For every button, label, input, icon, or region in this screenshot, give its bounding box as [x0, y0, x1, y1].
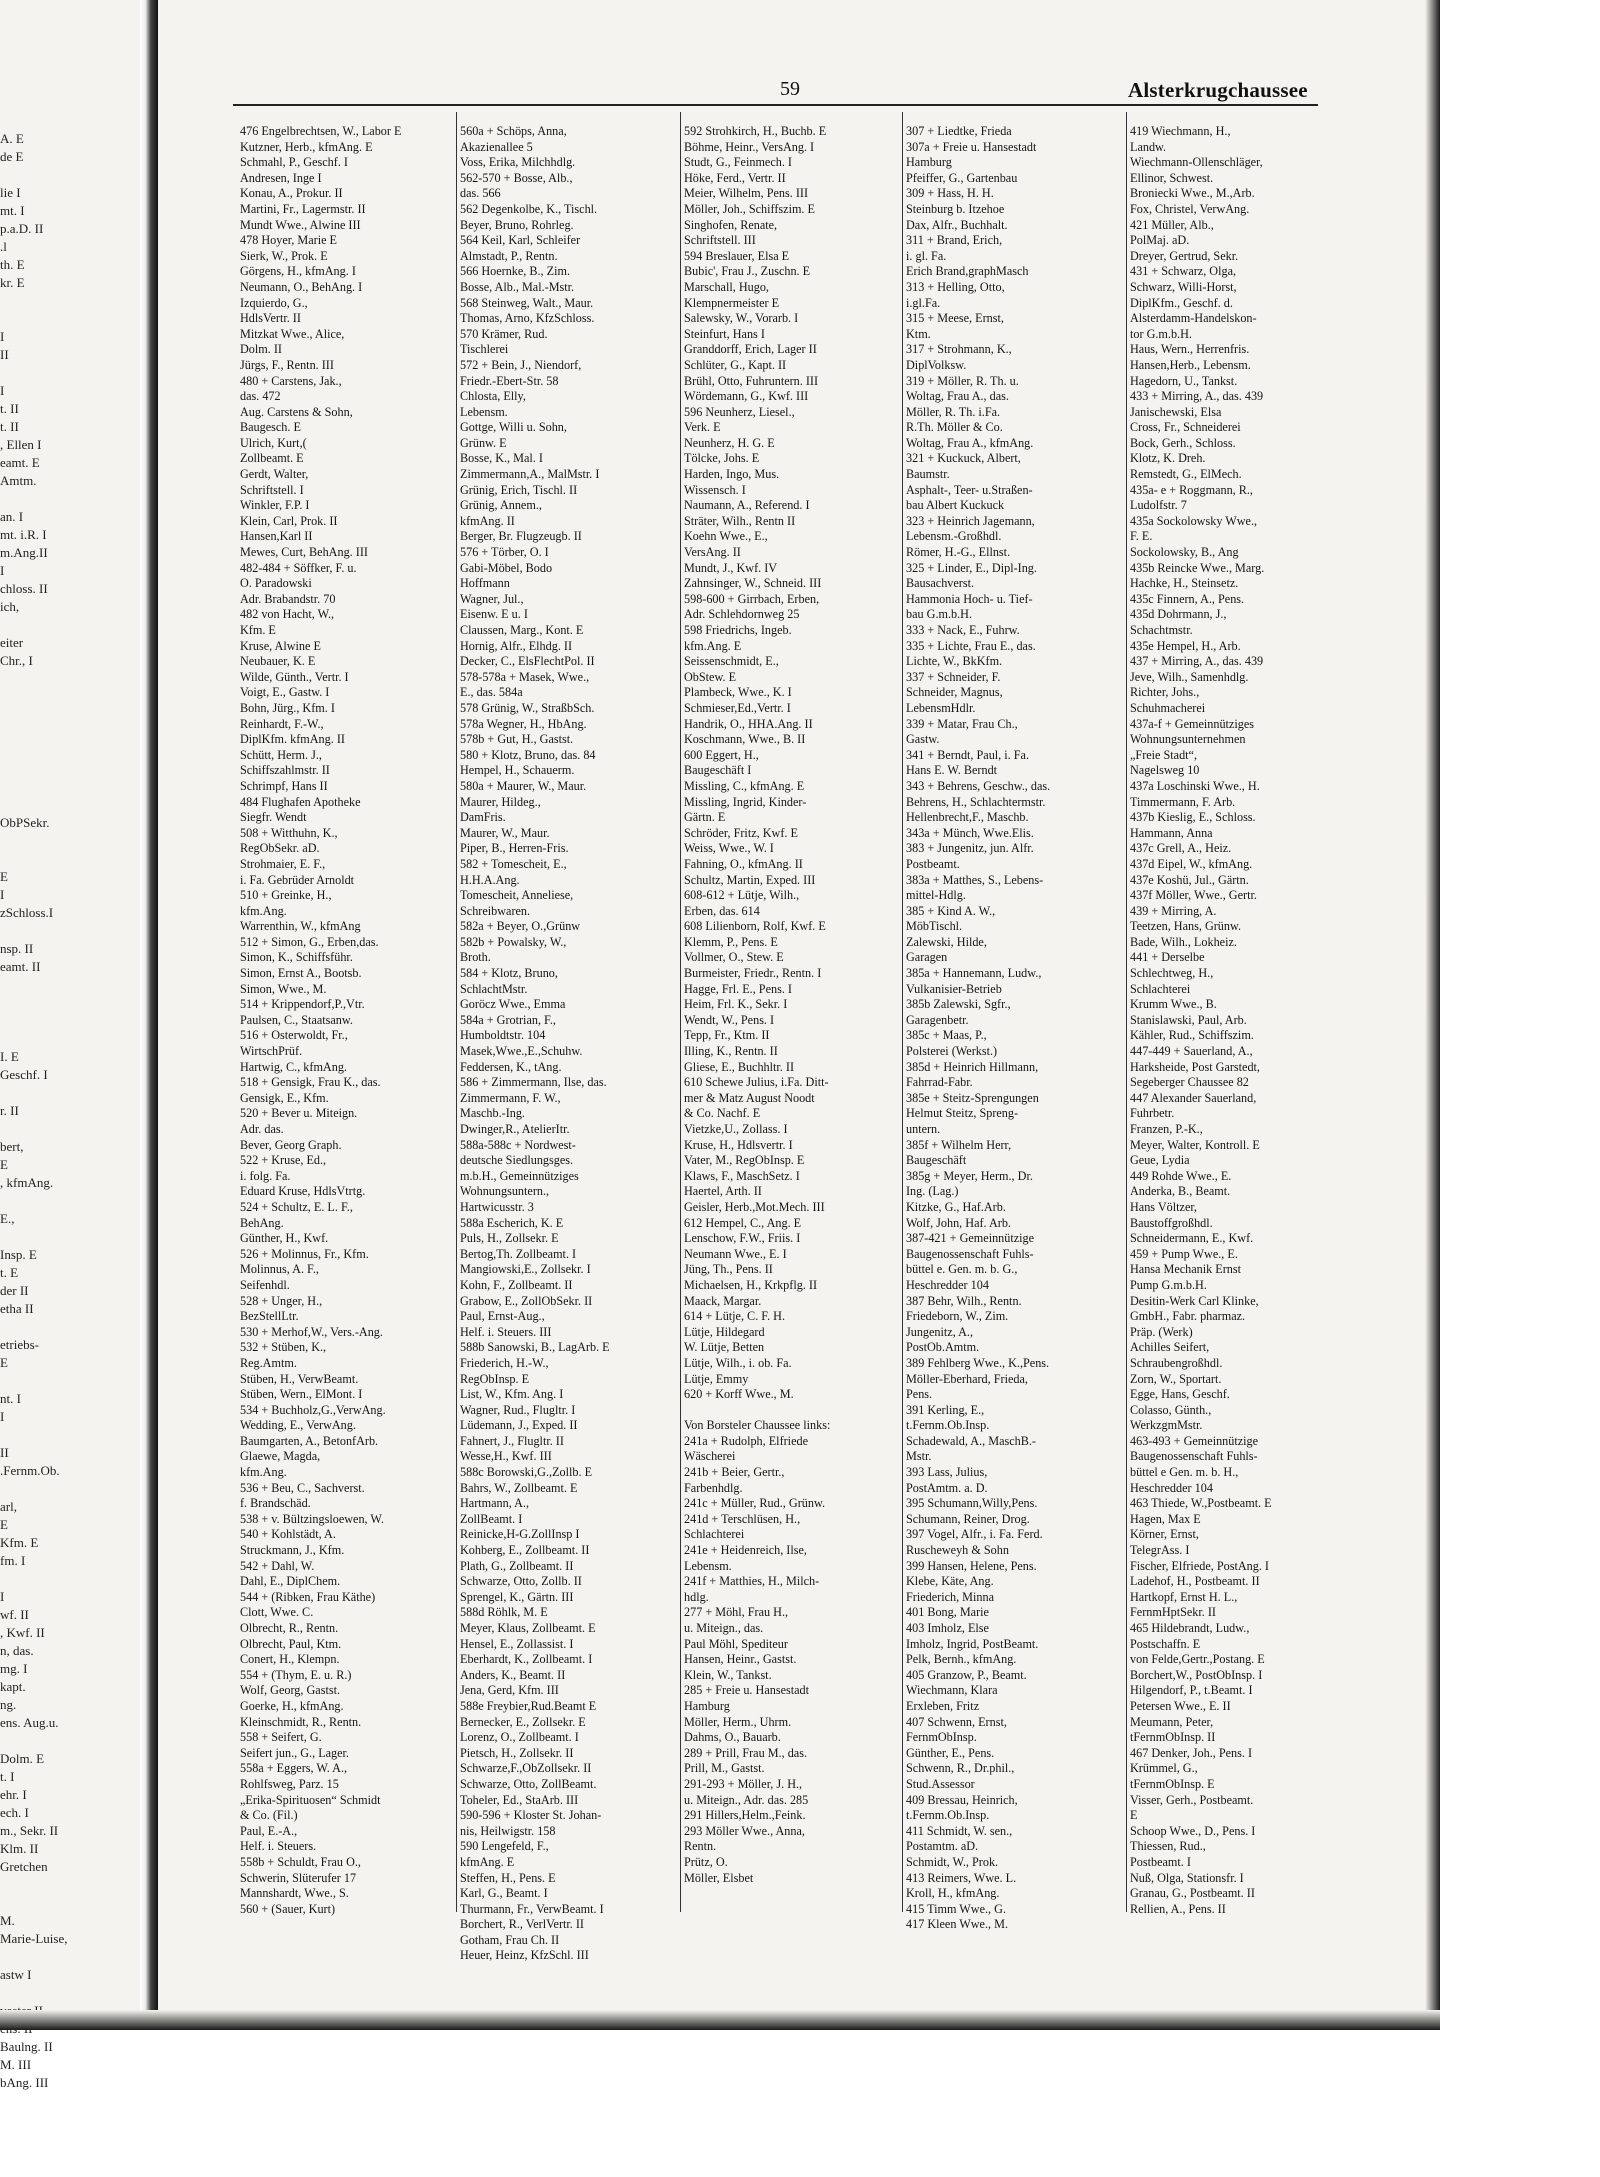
page-number: 59: [780, 78, 800, 100]
column-rule: [902, 112, 903, 1912]
previous-page-edge-text: A. E de E lie I mt. I p.a.D. II .l th. E kr. E I II I t. II t. II , Ellen I eamt. E Amtm. an. I mt. i.R. I m.Ang.II I chloss. II ich, eiter Chr., I ObPSekr. E I zSchloss.I nsp. II eamt. II I. E Geschf. I r. II bert, E , kfmAng. E., Insp. E t. E der II etha II etriebs- E nt. I I II .Fernm.Ob. arl, E Kfm. E fm. I I wf. II , Kwf. II n, das. mg. I kapt. ng. ens. Aug.u. Dolm. E t. I ehr. I ech. I m., Sekr. II Klm. II Gretchen M. Marie-Luise, astw I Baulng. II M. III bAng. III: [0, 131, 68, 2090]
scan-bottom-shadow: [0, 2010, 1440, 2030]
header-rule: [233, 104, 1318, 106]
column-rule: [456, 112, 457, 1912]
directory-column-2: 560a + Schöps, Anna, Akazienallee 5 Voss, Erika, Milchhdlg. 562-570 + Bosse, Alb., das. 566 562 Degenkolbe, K., Tischl. Beyer, Bruno, Rohrleg. 564 Keil, Karl, Schleifer Almstadt, P., Rentn. 566 Hoernke, B., Zim. Bosse, Alb., Mal.-Mstr. 568 Steinweg, Walt., Maur. Thomas, Arno, KfzSchloss. 570 Krämer, Rud. Tischlerei 572 + Bein, J., Niendorf, Friedr.-Ebert-Str. 58 Chlosta, Elly, Lebensm. Gottge, Willi u. Sohn, Grünw. E Bosse, K., Mal. I Zimmermann,A., MalMstr. I Grünig, Erich, Tischl. II Grünig, Annem., kfmAng. II Berger, Br. Flugzeugb. II 576 + Törber, O. I Gabi-Möbel, Bodo Hoffmann Wagner, Jul., Eisenw. E u. I Claussen, Marg., Kont. E Hornig, Alfr., Elhdg. II Decker, C., ElsFlechtPol. II 578-578a + Masek, Wwe., E., das. 584a 578 Grünig, W., StraßbSch. 578a Wegner, H., HbAng. 578b + Gut, H., Gastst. 580 + Klotz, Bruno, das. 84 Hempel, H., Schauerm. 580a + Maurer, W., Maur. Maurer, Hildeg., DamFris. Maurer, W., Maur. Piper, B., Herren-Fris. 582 + Tomescheit, E., H.H.A.Ang. Tomescheit, Anneliese, Schreibwaren. 582a + Beyer, O.,Grünw 582b + Powalsky, W., Broth. 584 + Klotz, Bruno, SchlachtMstr. Goröcz Wwe., Emma 584a + Grotrian, F., Humboldtstr. 104 Masek,Wwe.,E.,Schuhw. Feddersen, K., tAng. 586 + Zimmermann, Ilse, das. Zimmermann, F. W., Maschb.-Ing. Dwinger,R., AtelierItr. 588a-588c + Nordwest- deutsche Siedlungsges. m.b.H., Gemeinnütziges Wohnungsuntern., Hartwicusstr. 3 588a Escherich, K. E Puls, H., Zollsekr. E Bertog,Th. Zollbeamt. I Mangiowski,E., Zollsekr. I Kohn, F., Zollbeamt. II Grabow, E., ZollObSekr. II Paul, Ernst-Aug., Helf. i. Steuers. III 588b Sanowski, B., LagArb. E Friederich, H.-W., RegObInsp. E List, W., Kfm. Ang. I Wagner, Rud., Flugltr. I Lüdemann, J., Exped. II Fahnert, J., Flugltr. II Wesse,H., Kwf. III 588c Borowski,G.,Zollb. E Bahrs, W., Zollbeamt. E Hartmann, A., ZollBeamt. I Reinicke,H-G.ZollInsp I Kohberg, E., Zollbeamt. II Plath, G., Zollbeamt. II Schwarze, Otto, Zollb. II Sprengel, K., Gärtn. III 588d Röhlk, M. E Meyer, Klaus, Zollbeamt. E Hensel, E., Zollassist. I Eberhardt, K., Zollbeamt. I Anders, K., Beamt. II Jena, Gerd, Kfm. III 588e Freybier,Rud.Beamt E Bernecker, E., Zollsekr. E Lorenz, O., Zollbeamt. I Pietsch, H., Zollsekr. II Schwarze,F.,ObZollsekr. II Schwarze, Otto, ZollBeamt. Toheler, Ed., StaArb. III 590-596 + Kloster St. Johan- nis, Heilwigstr. 158 590 Lengefeld, F., kfmAng. E Steffen, H., Pens. E Karl, G., Beamt. I Thurmann, Fr., VerwBeamt. I Borchert, R., VerlVertr. II Gotham, Frau Ch. II Heuer, Heinz, KfzSchl. III: [460, 124, 610, 1963]
scan-edge-shadow: [1425, 0, 1440, 2030]
column-rule: [680, 112, 681, 1912]
directory-column-1: 476 Engelbrechtsen, W., Labor E Kutzner, Herb., kfmAng. E Schmahl, P., Geschf. I Andresen, Inge I Konau, A., Prokur. II Martini, Fr., Lagermstr. II Mundt Wwe., Alwine III 478 Hoyer, Marie E Sierk, W., Prok. E Görgens, H., kfmAng. I Neumann, O., BehAng. I Izquierdo, G., HdlsVertr. II Mitzkat Wwe., Alice, Dolm. II Jürgs, F., Rentn. III 480 + Carstens, Jak., das. 472 Aug. Carstens & Sohn, Baugesch. E Ulrich, Kurt,( Zollbeamt. E Gerdt, Walter, Schriftstell. I Winkler, F.P. I Klein, Carl, Prok. II Hansen,Karl II Mewes, Curt, BehAng. III 482-484 + Söffker, F. u. O. Paradowski Adr. Brabandstr. 70 482 von Hacht, W., Kfm. E Kruse, Alwine E Neubauer, K. E Wilde, Günth., Vertr. I Voigt, E., Gastw. I Bohn, Jürg., Kfm. I Reinhardt, F.-W., DiplKfm. kfmAng. II Schütt, Herm. J., Schiffszahlmstr. II Schrimpf, Hans II 484 Flughafen Apotheke Siegfr. Wendt 508 + Witthuhn, K., RegObSekr. aD. Strohmaier, E. F., i. Fa. Gebrüder Arnoldt 510 + Greinke, H., kfm.Ang. Warrenthin, W., kfmAng 512 + Simon, G., Erben,das. Simon, K., Schiffsführ. Simon, Ernst A., Bootsb. Simon, Wwe., M. 514 + Krippendorf,P.,Vtr. Paulsen, C., Staatsanw. 516 + Osterwoldt, Fr., WirtschPrüf. Hartwig, C., kfmAng. 518 + Gensigk, Frau K., das. Gensigk, E., Kfm. 520 + Bever u. Miteign. Adr. das. Bever, Georg Graph. 522 + Kruse, Ed., i. folg. Fa. Eduard Kruse, HdlsVtrtg. 524 + Schultz, E. L. F., BehAng. Günther, H., Kwf. 526 + Molinnus, Fr., Kfm. Molinnus, A. F., Seifenhdl. 528 + Unger, H., BezStellLtr. 530 + Merhof,W., Vers.-Ang. 532 + Stüben, K., Reg.Amtm. Stüben, H., VerwBeamt. Stüben, Wern., ElMont. I 534 + Buchholz,G.,VerwAng. Wedding, E., VerwAng. Baumgarten, A., BetonfArb. Glaewe, Magda, kfm.Ang. 536 + Beu, C., Sachverst. f. Brandschäd. 538 + v. Bültzingsloewen, W. 540 + Kohlstädt, A. Struckmann, J., Kfm. 542 + Dahl, W. Dahl, E., DiplChem. 544 + (Ribken, Frau Käthe) Clott, Wwe. C. Olbrecht, R., Rentn. Olbrecht, Paul, Ktm. Conert, H., Klempn. 554 + (Thym, E. u. R.) Wolf, Georg, Gastst. Goerke, H., kfmAng. Kleinschmidt, R., Rentn. 558 + Seifert, G. Seifert jun., G., Lager. 558a + Eggers, W. A., Rohlfsweg, Parz. 15 „Erika-Spirituosen“ Schmidt & Co. (Fil.) Paul, E.-A., Helf. i. Steuers. 558b + Schuldt, Frau O., Schwerin, Slüterufer 17 Mannshardt, Wwe., S. 560 + (Sauer, Kurt): [240, 124, 402, 1916]
column-rule: [1126, 112, 1127, 1912]
book-gutter: [140, 0, 158, 2030]
directory-column-4: 307 + Liedtke, Frieda 307a + Freie u. Hansestadt Hamburg Pfeiffer, G., Gartenbau 309 + Hass, H. H. Steinburg b. Itzehoe Dax, Alfr., Buchhalt. 311 + Brand, Erich, i. gl. Fa. Erich Brand,graphMasch 313 + Helling, Otto, i.gl.Fa. 315 + Meese, Ernst, Ktm. 317 + Strohmann, K., DiplVolksw. 319 + Möller, R. Th. u. Woltag, Frau A., das. Möller, R. Th. i.Fa. R.Th. Möller & Co. Woltag, Frau A., kfmAng. 321 + Kuckuck, Albert, Baumstr. Asphalt-, Teer- u.Straßen- bau Albert Kuckuck 323 + Heinrich Jagemann, Lebensm.-Großhdl. Römer, H.-G., Ellnst. 325 + Linder, E., Dipl-Ing. Bausachverst. Hammonia Hoch- u. Tief- bau G.m.b.H. 333 + Nack, E., Fuhrw. 335 + Lichte, Frau E., das. Lichte, W., BkKfm. 337 + Schneider, F. Schneider, Magnus, LebensmHdlr. 339 + Matar, Frau Ch., Gastw. 341 + Berndt, Paul, i. Fa. Hans E. W. Berndt 343 + Behrens, Geschw., das. Behrens, H., Schlachtermstr. Hellenbrecht,F., Maschb. 343a + Münch, Wwe.Elis. 383 + Jungenitz, jun. Alfr. Postbeamt. 383a + Matthes, S., Lebens- mittel-Hdlg. 385 + Kind A. W., MöbTischl. Zalewski, Hilde, Garagen 385a + Hannemann, Ludw., Vulkanisier-Betrieb 385b Zalewski, Sgfr., Garagenbetr. 385c + Maas, P., Polsterei (Werkst.) 385d + Heinrich Hillmann, Fahrrad-Fabr. 385e + Steitz-Sprengungen Helmut Steitz, Spreng- untern. 385f + Wilhelm Herr, Baugeschäft 385g + Meyer, Herm., Dr. Ing. (Lag.) Kitzke, G., Haf.Arb. Wolf, John, Haf. Arb. 387-421 + Gemeinnützige Baugenossenschaft Fuhls- büttel e. Gen. m. b. G., Heschredder 104 387 Behr, Wilh., Rentn. Friedeborn, W., Zim. Jungenitz, A., PostOb.Amtm. 389 Fehlberg Wwe., K.,Pens. Möller-Eberhard, Frieda, Pens. 391 Kerling, E., t.Fernm.Ob.Insp. Schadewald, A., MaschB.- Mstr. 393 Lass, Julius, PostAmtm. a. D. 395 Schumann,Willy,Pens. Schumann, Reiner, Drog. 397 Vogel, Alfr., i. Fa. Ferd. Ruscheweyh & Sohn 399 Hansen, Helene, Pens. Klebe, Käte, Ang. Friederich, Minna 401 Bong, Marie 403 Imholz, Else Imholz, Ingrid, PostBeamt. Pelk, Bernh., kfmAng. 405 Granzow, P., Beamt. Wiechmann, Klara Erxleben, Fritz 407 Schwenn, Ernst, FernmObInsp. Günther, E., Pens. Schwenn, R., Dr.phil., Stud.Assessor 409 Bressau, Heinrich, t.Fernm.Ob.Insp. 411 Schmidt, W. sen., Postamtm. aD. Schmidt, W., Prok. 413 Reimers, Wwe. L. Kroll, H., kfmAng. 415 Timm Wwe., G. 417 Kleen Wwe., M.: [906, 124, 1051, 1932]
running-head: Alsterkrugchaussee: [1128, 78, 1308, 102]
directory-column-3: 592 Strohkirch, H., Buchb. E Böhme, Heinr., VersAng. I Studt, G., Feinmech. I Höke, Ferd., Vertr. II Meier, Wilhelm, Pens. III Möller, Joh., Schiffszim. E Singhofen, Renate, Schriftstell. III 594 Breslauer, Elsa E Bubic', Frau J., Zuschn. E Marschall, Hugo, Klempnermeister E Salewsky, W., Vorarb. I Steinfurt, Hans I Granddorff, Erich, Lager II Schlüter, G., Kapt. II Brühl, Otto, Fuhruntern. III Wördemann, G., Kwf. III 596 Neunherz, Liesel., Verk. E Neunherz, H. G. E Tölcke, Johs. E Harden, Ingo, Mus. Wissensch. I Naumann, A., Referend. I Sträter, Wilh., Rentn II Koehn Wwe., E., VersAng. II Mundt, J., Kwf. IV Zahnsinger, W., Schneid. III 598-600 + Girrbach, Erben, Adr. Schlehdornweg 25 598 Friedrichs, Ingeb. kfm.Ang. E Seissenschmidt, E., ObStew. E Plambeck, Wwe., K. I Schmieser,Ed.,Vertr. I Handrik, O., HHA.Ang. II Koschmann, Wwe., B. II 600 Eggert, H., Baugeschäft I Missling, C., kfmAng. E Missling, Ingrid, Kinder- Gärtn. E Schröder, Fritz, Kwf. E Weiss, Wwe., W. I Fahning, O., kfmAng. II Schultz, Martin, Exped. III 608-612 + Lütje, Wilh., Erben, das. 614 608 Lilienborn, Rolf, Kwf. E Klemm, P., Pens. E Vollmer, O., Stew. E Burmeister, Friedr., Rentn. I Hagge, Frl. E., Pens. I Heim, Frl. K., Sekr. I Wendt, W., Pens. I Tepp, Fr., Ktm. II Illing, K., Rentn. II Gliese, E., Buchhltr. II 610 Schewe Julius, i.Fa. Ditt- mer & Matz August Noodt & Co. Nachf. E Vietzke,U., Zollass. I Kruse, H., Hdlsvertr. I Vater, M., RegObInsp. E Klaws, F., MaschSetz. I Haertel, Arth. II Geisler, Herb.,Mot.Mech. III 612 Hempel, C., Ang. E Lenschow, F.W., Friis. I Neumann Wwe., E. I Jüng, Th., Pens. II Michaelsen, H., Krkpflg. II Maack, Margar. 614 + Lütje, C. F. H. Lütje, Hildegard W. Lütje, Betten Lütje, Wilh., i. ob. Fa. Lütje, Emmy 620 + Korff Wwe., M. Von Borsteler Chaussee links: 241a + Rudolph, Elfriede Wäscherei 241b + Beier, Gertr., Farbenhdlg. 241c + Müller, Rud., Grünw. 241d + Terschlüsen, H., Schlachterei 241e + Heidenreich, Ilse, Lebensm. 241f + Matthies, H., Milch- hdlg. 277 + Möhl, Frau H., u. Miteign., das. Paul Möhl, Spediteur Hansen, Heinr., Gastst. Klein, W., Tankst. 285 + Freie u. Hansestadt Hamburg Möller, Herm., Uhrm. Dahms, O., Bauarb. 289 + Prill, Frau M., das. Prill, M., Gastst. 291-293 + Möller, J. H., u. Miteign., Adr. das. 285 291 Hillers,Helm.,Feink. 293 Möller Wwe., Anna, Rentn. Prütz, O. Möller, Elsbet: [684, 124, 831, 1885]
directory-column-5: 419 Wiechmann, H., Landw. Wiechmann-Ollenschläger, Ellinor, Schwest. Broniecki Wwe., M.,Arb. Fox, Christel, VerwAng. 421 Müller, Alb., PolMaj. aD. Dreyer, Gertrud, Sekr. 431 + Schwarz, Olga, Schwarz, Willi-Horst, DiplKfm., Geschf. d. Alsterdamm-Handelskon- tor G.m.b.H. Haus, Wern., Herrenfris. Hansen,Herb., Lebensm. Hagedorn, U., Tankst. 433 + Mirring, A., das. 439 Janischewski, Elsa Cross, Fr., Schneiderei Bock, Gerh., Schloss. Klotz, K. Dreh. Remstedt, G., ElMech. 435a- e + Roggmann, R., Ludolfstr. 7 435a Sockolowsky Wwe., F. E. Sockolowsky, B., Ang 435b Reincke Wwe., Marg. Hachke, H., Steinsetz. 435c Finnern, A., Pens. 435d Dohrmann, J., Schachtmstr. 435e Hempel, H., Arb. 437 + Mirring, A., das. 439 Jeve, Wilh., Samenhdlg. Richter, Johs., Schuhmacherei 437a-f + Gemeinnütziges Wohnungsunternehmen „Freie Stadt“, Nagelsweg 10 437a Loschinski Wwe., H. Timmermann, F. Arb. 437b Kieslig, E., Schloss. Hammann, Anna 437c Grell, A., Heiz. 437d Eipel, W., kfmAng. 437e Koshü, Jul., Gärtn. 437f Möller, Wwe., Gertr. 439 + Mirring, A. Teetzen, Hans, Grünw. Bade, Wilh., Lokheiz. 441 + Derselbe Schlechtweg, H., Schlachterei Krumm Wwe., B. Stanislawski, Paul, Arb. Kähler, Rud., Schiffszim. 447-449 + Sauerland, A., Harksheide, Post Garstedt, Segeberger Chaussee 82 447 Alexander Sauerland, Fuhrbetr. Franzen, P.-K., Meyer, Walter, Kontroll. E Geue, Lydia 449 Rohde Wwe., E. Anderka, B., Beamt. Hans Völtzer, Baustoffgroßhdl. Schneidermann, E., Kwf. 459 + Pump Wwe., E. Hansa Mechanik Ernst Pump G.m.b.H. Desitin-Werk Carl Klinke, GmbH., Fabr. pharmaz. Präp. (Werk) Achilles Seifert, Schraubengroßhdl. Zorn, W., Sportart. Egge, Hans, Geschf. Colasso, Günth., WerkzgmMstr. 463-493 + Gemeinnützige Baugenossenschaft Fuhls- büttel e Gen. m. b. H., Heschredder 104 463 Thiede, W.,Postbeamt. E Hagen, Max E Körner, Ernst, TelegrAss. I Fischer, Elfriede, PostAng. I Ladehof, H., Postbeamt. II Hartkopf, Ernst H. L., FernmHptSekr. II 465 Hildebrandt, Ludw., Postschaffn. E von Felde,Gertr.,Postang. E Borchert,W., PostObInsp. I Hilgendorf, P., t.Beamt. I Petersen Wwe., E. II Meumann, Peter, tFernmObInsp. II 467 Denker, Joh., Pens. I Krümmel, G., tFernmObInsp. E Visser, Gerh., Postbeamt. E Schoop Wwe., D., Pens. I Thiessen, Rud., Postbeamt. I Nuß, Olga, Stationsfr. I Granau, G., Postbeamt. II Rellien, A., Pens. II: [1130, 124, 1272, 1916]
